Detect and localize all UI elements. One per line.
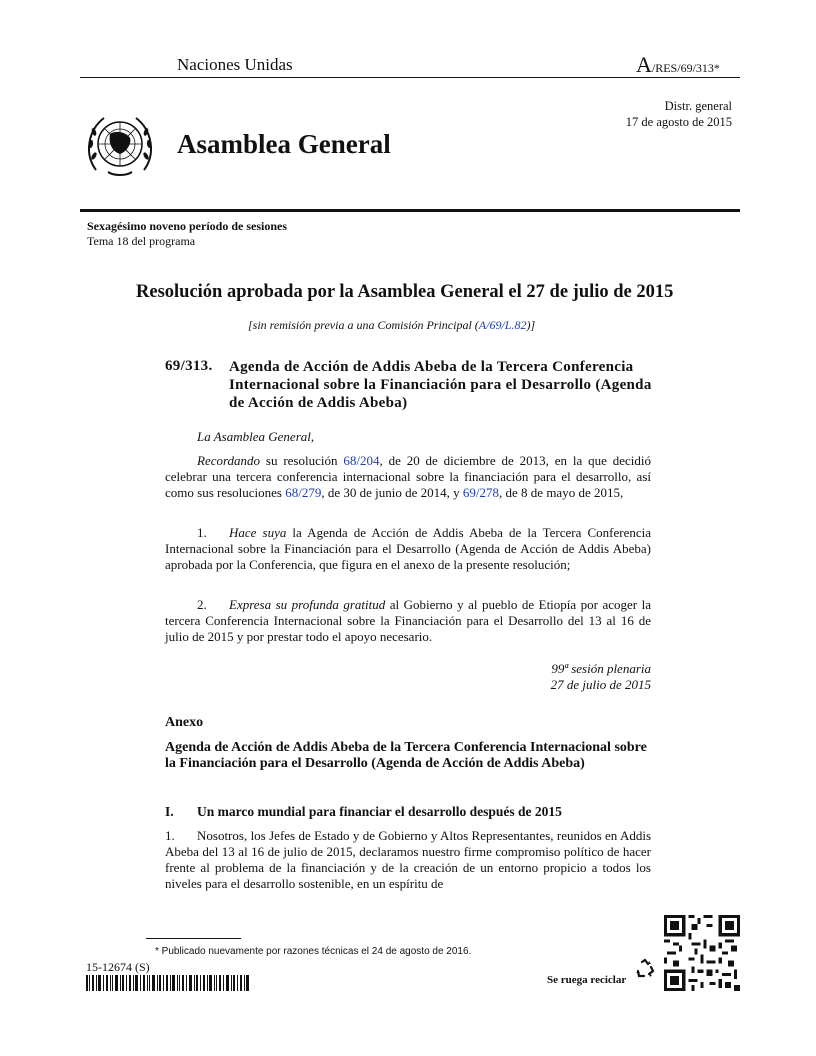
footnote-rule <box>146 938 241 939</box>
plenary-signature <box>500 661 651 693</box>
opening-phrase <box>165 429 651 445</box>
issue-date: 17 de agosto de 2015 <box>625 115 732 129</box>
remision-suffix: )] <box>526 318 536 332</box>
para1-lead: Hace suya <box>229 525 287 540</box>
opening-text: La Asamblea General, <box>197 429 315 444</box>
recycle-icon <box>634 958 656 980</box>
distribution-block <box>626 98 732 130</box>
annex-title: Agenda de Acción de Addis Abeba de la Tercera Conferencia Internacional sobre la Financiación para el Desarrollo (Agenda de Acción de Addis Abeba) <box>165 740 647 771</box>
header-thick-rule <box>80 209 740 212</box>
plenary-meeting: 99ª sesión plenaria <box>551 661 651 676</box>
plenary-date: 27 de julio de 2015 <box>550 677 651 692</box>
link-a-69-l82[interactable]: A/69/L.82 <box>478 318 527 332</box>
resolution-title: Resolución aprobada por la Asamblea General el 27 de julio de 2015 <box>136 282 674 302</box>
recycle-text: Se ruega reciclar <box>547 974 627 986</box>
para2-number: 2. <box>197 597 207 612</box>
annex-paragraph-1 <box>165 828 651 892</box>
symbol-prefix: A <box>636 52 652 77</box>
para2-text: al Gobierno y al pueblo de Etiopía por acoger la tercera Conferencia Internacional sobre la Financiación para el Desarrollo del 13 al 16 de julio de 2015 y por prestar todo el apoyo necesario. <box>165 597 651 644</box>
distribution: Distr. general <box>664 99 732 113</box>
operative-paragraph-1 <box>165 525 651 573</box>
header-rule <box>80 77 740 78</box>
body-name: Asamblea General <box>177 129 391 159</box>
resolution-number: 69/313. <box>165 358 213 374</box>
para1-text: la Agenda de Acción de Addis Abeba de la Tercera Conferencia Internacional sobre la Financiación para el Desarrollo (Agenda de Acción de Addis Abeba) aprobada por la Conferencia, que figura en el anexo de la presente resolución; <box>165 525 651 572</box>
recordando-text-4: , de 8 de mayo de 2015, <box>499 485 624 500</box>
p1-text: Nosotros, los Jefes de Estado y de Gobierno y Altos Representantes, reunidos en Addis Abeba del 13 al 16 de julio de 2015, declaramos nuestro firme compromiso político de hacer frente al problema de la financiación y de la creación de un entorno propicio a todos los niveles para el desarrollo sostenible, en un espíritu de <box>165 828 651 891</box>
session-name: Sexagésimo noveno período de sesiones <box>87 219 288 233</box>
session-block <box>87 219 287 249</box>
document-symbol <box>636 52 720 78</box>
organization-name: Naciones Unidas <box>177 55 293 74</box>
resolution-heading: Agenda de Acción de Addis Abeba de la Tercera Conferencia Internacional sobre la Financiación para el Desarrollo (Agenda de Acción de Addis Abeba) <box>229 359 652 411</box>
recordando-text-3: , de 30 de junio de 2014, y <box>321 485 463 500</box>
recordando-lead: Recordando <box>197 453 261 468</box>
para2-lead: Expresa su profunda gratitud <box>229 597 386 612</box>
link-68-204[interactable]: 68/204 <box>343 453 380 468</box>
qr-code-icon <box>664 915 740 991</box>
link-68-279[interactable]: 68/279 <box>285 485 322 500</box>
section-number: I. <box>165 804 174 819</box>
recordando-text-1: su resolución <box>260 453 344 468</box>
link-69-278[interactable]: 69/278 <box>462 485 500 500</box>
agenda-item: Tema 18 del programa <box>87 234 196 248</box>
recordando-text-2: , de 20 de diciembre de 2013, en la que decidió celebrar una tercera conferencia internacional sobre la financiación para el desarrollo, así como sus resoluciones <box>165 453 651 500</box>
para1-number: 1. <box>197 525 207 540</box>
operative-paragraph-2 <box>165 597 651 645</box>
footnote: * Publicado nuevamente por razones técnicas el 24 de agosto de 2016. <box>155 946 472 957</box>
remision-note <box>248 318 535 333</box>
remision-prefix: [sin remisión previa a una Comisión Principal ( <box>248 318 479 332</box>
p1-number: 1. <box>165 828 175 843</box>
recordando-paragraph <box>165 453 651 501</box>
un-emblem-icon <box>86 112 154 180</box>
section-title: Un marco mundial para financiar el desarrollo después de 2015 <box>197 804 562 819</box>
barcode-icon <box>86 975 249 991</box>
job-number: 15-12674 (S) <box>86 960 150 974</box>
symbol-rest: /RES/69/313* <box>651 61 720 75</box>
annex-label: Anexo <box>165 715 204 730</box>
